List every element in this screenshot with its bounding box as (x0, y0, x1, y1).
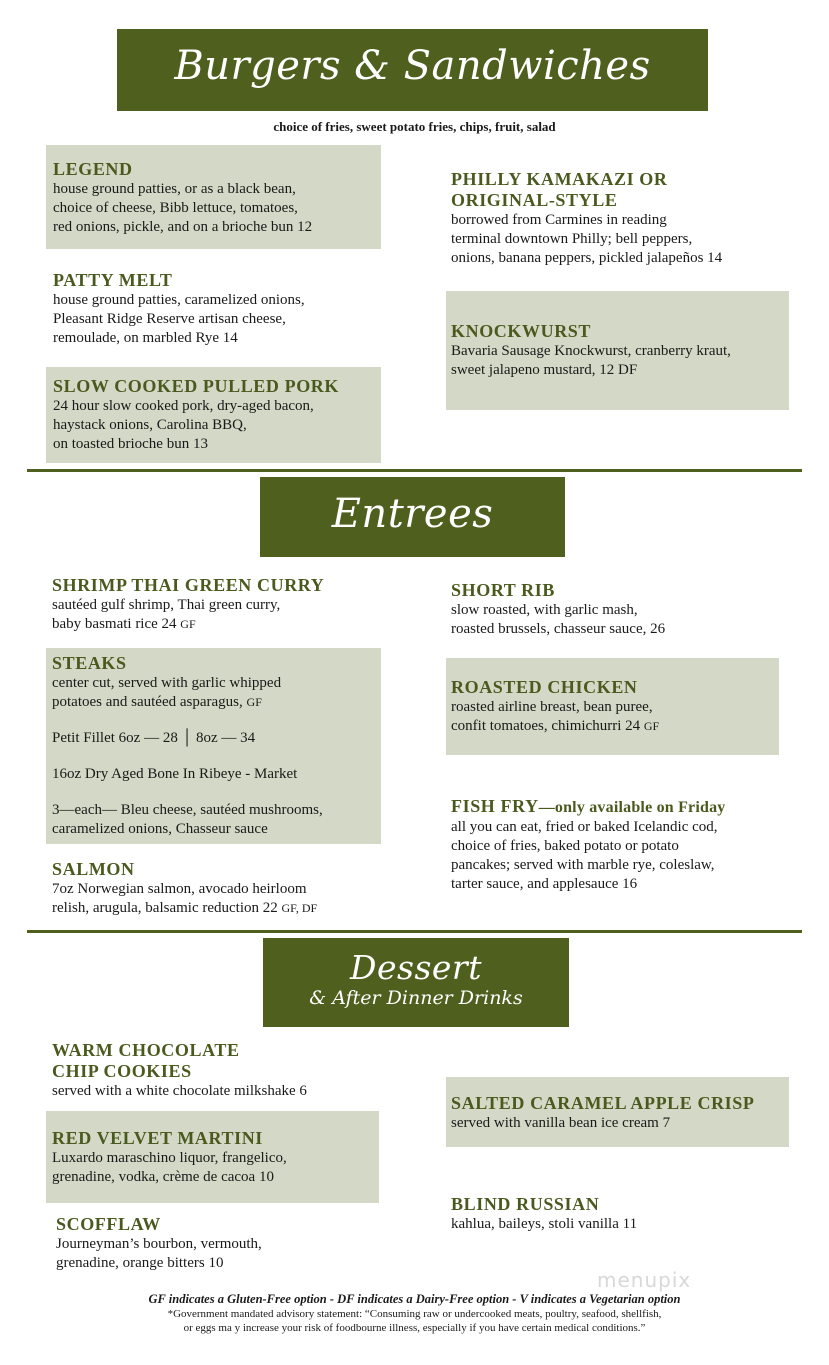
item-desc: borrowed from Carmines in reading (451, 212, 667, 228)
menu-item-blind-russian (451, 1194, 791, 1234)
item-name: SHRIMP THAI GREEN CURRY (52, 575, 325, 595)
item-desc: roasted airline breast, bean puree, (451, 699, 653, 715)
steak-ribeye-line: 16oz Dry Aged Bone In Ribeye - Market (52, 766, 298, 782)
item-desc: remoulade, on marbled Rye 14 (53, 330, 238, 346)
item-desc: potatoes and sautéed asparagus, (52, 694, 243, 710)
menu-item-knockwurst (446, 291, 789, 410)
steak-addon-line: 3—each— Bleu cheese, sautéed mushrooms, (52, 802, 323, 818)
diet-tag: GF (643, 719, 660, 733)
item-name: PHILLY KAMAKAZI OR (451, 169, 668, 189)
entrees-title: Entrees (331, 491, 494, 537)
menu-item-roasted-chicken (446, 658, 779, 755)
diet-tag: GF (246, 695, 262, 709)
diet-tag: GF (180, 617, 196, 631)
item-desc: all you can eat, fried or baked Icelandic cod, (451, 819, 718, 835)
menu-item-shrimp-curry (52, 575, 392, 634)
dessert-subtitle: & After Dinner Drinks (309, 987, 523, 1009)
item-desc: sautéed gulf shrimp, Thai green curry, (52, 597, 281, 613)
section-divider (27, 469, 802, 472)
menu-item-legend (46, 145, 381, 249)
item-desc: confit tomatoes, chimichurri 24 (451, 718, 641, 734)
item-desc: 24 hour slow cooked pork, dry-aged bacon, (53, 398, 314, 414)
item-name: SHORT RIB (451, 580, 555, 600)
item-desc: relish, arugula, balsamic reduction 22 (52, 900, 278, 916)
availability-note: —only available on Friday (538, 799, 726, 816)
item-name: ROASTED CHICKEN (451, 677, 638, 697)
item-desc: served with a white chocolate milkshake 6 (52, 1083, 307, 1099)
item-desc: 7oz Norwegian salmon, avocado heirloom (52, 881, 307, 897)
item-desc: kahlua, baileys, stoli vanilla 11 (451, 1216, 638, 1232)
item-desc: on toasted brioche bun 13 (53, 436, 208, 452)
item-desc: house ground patties, caramelized onions, (53, 292, 305, 308)
watermark: menupix (597, 1268, 692, 1292)
item-desc: grenadine, vodka, crème de cacoa 10 (52, 1169, 274, 1185)
item-desc: roasted brussels, chasseur sauce, 26 (451, 621, 666, 637)
item-desc: house ground patties, or as a black bean, (53, 181, 296, 197)
diet-legend: GF indicates a Gluten-Free option - DF indicates a Dairy-Free option - V indicates a Vegetarian option (148, 1292, 681, 1306)
item-name: WARM CHOCOLATE (52, 1040, 240, 1060)
menu-item-fish-fry (451, 796, 806, 894)
item-desc: Journeyman’s bourbon, vermouth, (56, 1236, 262, 1252)
item-desc: choice of cheese, Bibb lettuce, tomatoes, (53, 200, 298, 216)
menu-item-philly (451, 169, 801, 268)
item-desc: Luxardo maraschino liquor, frangelico, (52, 1150, 287, 1166)
item-desc: onions, banana peppers, pickled jalapeños 14 (451, 250, 723, 266)
item-desc: slow roasted, with garlic mash, (451, 602, 638, 618)
menu-item-patty-melt (53, 270, 383, 348)
item-name: STEAKS (52, 653, 127, 673)
steak-addon-line: caramelized onions, Chasseur sauce (52, 821, 268, 837)
menu-item-short-rib (451, 580, 791, 639)
item-name: RED VELVET MARTINI (52, 1128, 263, 1148)
item-desc: pancakes; served with marble rye, coleslaw, (451, 857, 715, 873)
entrees-banner (260, 477, 565, 557)
item-name: SLOW COOKED PULLED PORK (53, 376, 340, 396)
advisory-statement: or eggs ma y increase your risk of foodbourne illness, especially if you have certain medical conditions.” (183, 1322, 646, 1334)
item-desc: grenadine, orange bitters 10 (56, 1255, 224, 1271)
burgers-banner (117, 29, 708, 111)
item-name: ORIGINAL-STYLE (451, 190, 618, 210)
item-desc: served with vanilla bean ice cream 7 (451, 1115, 671, 1131)
item-desc: sweet jalapeno mustard, 12 DF (451, 362, 638, 378)
item-desc: baby basmati rice 24 (52, 616, 177, 632)
item-desc: tarter sauce, and applesauce 16 (451, 876, 638, 892)
item-desc: choice of fries, baked potato or potato (451, 838, 679, 854)
item-name: CHIP COOKIES (52, 1061, 192, 1081)
footer (0, 1292, 829, 1335)
menu-item-steaks (46, 648, 381, 844)
item-desc: red onions, pickle, and on a brioche bun 12 (53, 219, 313, 235)
item-name: PATTY MELT (53, 270, 173, 290)
item-name: SALTED CARAMEL APPLE CRISP (451, 1093, 755, 1113)
menu-item-chocolate-chip-cookies (52, 1040, 392, 1101)
advisory-statement: *Government mandated advisory statement: “Consuming raw or undercooked meats, poultry, seafood, shellfish, (167, 1308, 662, 1320)
item-desc: terminal downtown Philly; bell peppers, (451, 231, 693, 247)
dessert-banner (263, 938, 569, 1027)
menu-item-scofflaw (56, 1214, 386, 1273)
menu-item-pulled-pork (46, 367, 381, 463)
menu-item-red-velvet-martini (46, 1111, 379, 1203)
burgers-subtitle: choice of fries, sweet potato fries, chips, fruit, salad (273, 119, 556, 134)
steak-price-line: Petit Fillet 6oz — 28 │ 8oz — 34 (52, 730, 256, 746)
menu-item-apple-crisp (446, 1077, 789, 1147)
dessert-title: Dessert (350, 948, 482, 987)
diet-tag: GF, DF (281, 901, 318, 915)
item-desc: Pleasant Ridge Reserve artisan cheese, (53, 311, 286, 327)
item-name: SALMON (52, 859, 135, 879)
item-desc: haystack onions, Carolina BBQ, (53, 417, 247, 433)
item-desc: Bavaria Sausage Knockwurst, cranberry kraut, (451, 343, 731, 359)
item-desc: center cut, served with garlic whipped (52, 675, 282, 691)
item-name: KNOCKWURST (451, 321, 592, 341)
section-divider (27, 930, 802, 933)
item-name: LEGEND (53, 159, 133, 179)
menu-item-salmon (52, 859, 392, 918)
burgers-title: Burgers & Sandwiches (174, 43, 651, 89)
item-name: FISH FRY (451, 796, 539, 816)
item-name: BLIND RUSSIAN (451, 1194, 600, 1214)
item-name: SCOFFLAW (56, 1214, 161, 1234)
